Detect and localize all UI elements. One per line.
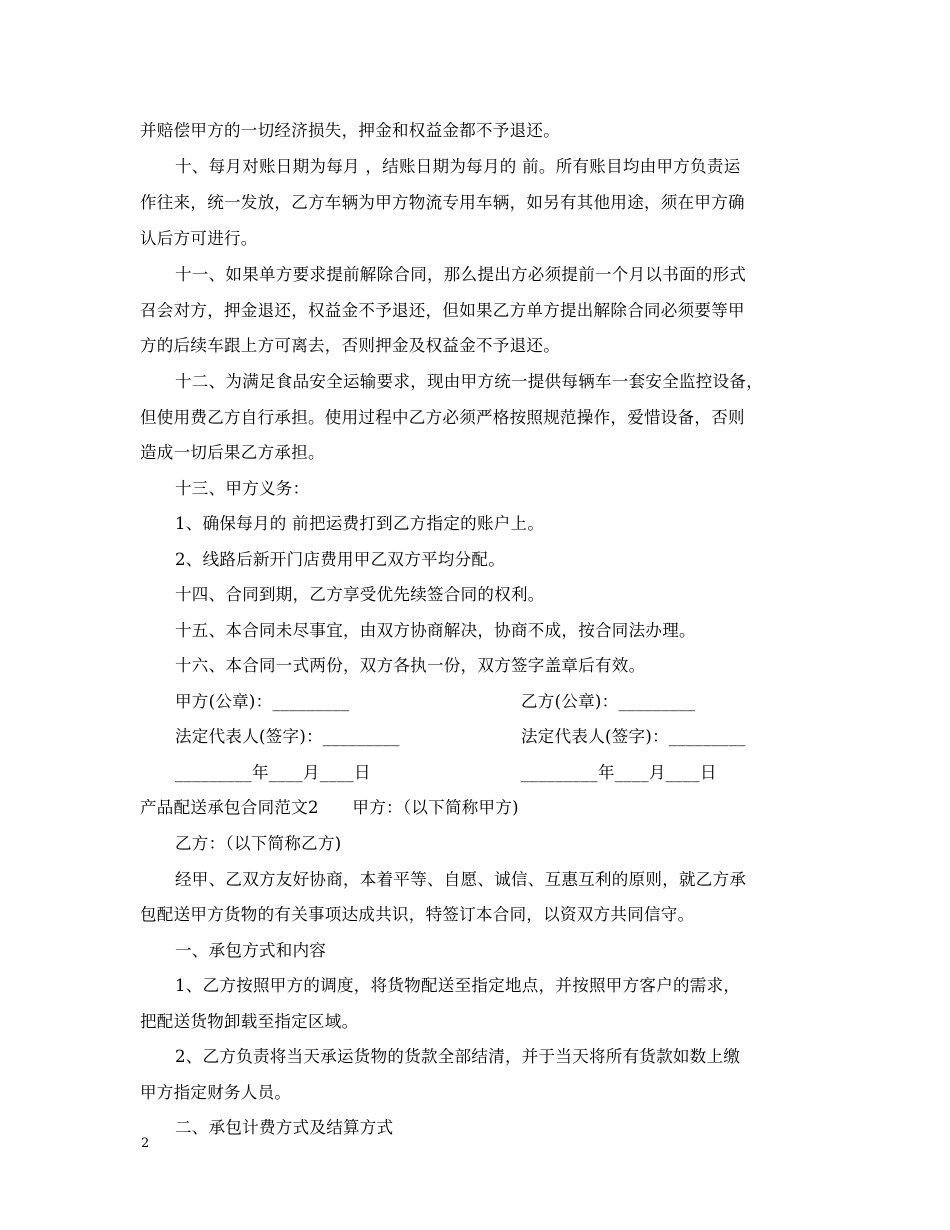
paragraph-line: 把配送货物卸载至指定区域。 [140, 1012, 359, 1031]
page-number: 2 [141, 1136, 150, 1151]
party-a-representative: 法定代表人(签字)：_________ [175, 727, 400, 746]
paragraph-line: 作往来，统一发放，乙方车辆为甲方物流专用车辆，如另有其他用途，须在甲方确 [140, 193, 745, 212]
paragraph-line: 十、每月对账日期为每月 ，结账日期为每月的 前。所有账目均由甲方负责运 [175, 157, 741, 176]
section-heading: 一、承包方式和内容 [175, 941, 327, 960]
paragraph-line: 十五、本合同未尽事宜，由双方协商解决，协商不成，按合同法办理。 [175, 621, 696, 640]
party-a-seal: 甲方(公章)：_________ [175, 692, 350, 711]
paragraph-line: 并赔偿甲方的一切经济损失，押金和权益金都不予退还。 [140, 121, 560, 140]
paragraph-line: 甲方指定财务人员。 [140, 1083, 292, 1102]
paragraph-line: 但使用费乙方自行承担。使用过程中乙方必须严格按照规范操作，爱惜设备，否则 [140, 408, 745, 427]
paragraph-line: 召会对方，押金退还，权益金不予退还，但如果乙方单方提出解除合同必须要等甲 [140, 301, 745, 320]
section-heading: 二、承包计费方式及结算方式 [175, 1118, 394, 1137]
paragraph-line: 十一、如果单方要求提前解除合同，那么提出方必须提前一个月以书面的形式 [175, 265, 747, 284]
party-b-seal: 乙方(公章)：_________ [521, 692, 696, 711]
section-heading: 十三、甲方义务： [175, 479, 310, 498]
paragraph-line: 十二、为满足食品安全运输要求，现由甲方统一提供每辆车一套安全监控设备， [175, 372, 763, 391]
paragraph-line: 十四、合同到期，乙方享受优先续签合同的权利。 [175, 585, 545, 604]
party-b-date: _________年____月____日 [521, 763, 717, 782]
paragraph-line: 经甲、乙双方友好协商，本着平等、自愿、诚信、互惠互利的原则，就乙方承 [175, 870, 747, 889]
contract-title: 产品配送承包合同范文2 甲方：（以下简称甲方) [140, 798, 519, 817]
paragraph-line: 认后方可进行。 [140, 229, 258, 248]
paragraph-line: 2、乙方负责将当天承运货物的货款全部结清，并于当天将所有货款如数上缴 [175, 1047, 741, 1066]
paragraph-line: 十六、本合同一式两份，双方各执一份，双方签字盖章后有效。 [175, 656, 646, 675]
party-a-date: _________年____月____日 [175, 763, 371, 782]
paragraph-line: 包配送甲方货物的有关事项达成共识，特签订本合同，以资双方共同信守。 [140, 905, 695, 924]
paragraph-line: 造成一切后果乙方承担。 [140, 443, 325, 462]
paragraph-line: 1、确保每月的 前把运费打到乙方指定的账户上。 [175, 514, 545, 533]
party-b-representative: 法定代表人(签字)：_________ [521, 727, 746, 746]
party-b-line: 乙方：（以下简称乙方) [175, 834, 342, 853]
paragraph-line: 方的后续车跟上方可离去，否则押金及权益金不予退还。 [140, 336, 560, 355]
paragraph-line: 2、线路后新开门店费用甲乙双方平均分配。 [175, 550, 505, 569]
paragraph-line: 1、乙方按照甲方的调度，将货物配送至指定地点，并按照甲方客户的需求， [175, 976, 741, 995]
